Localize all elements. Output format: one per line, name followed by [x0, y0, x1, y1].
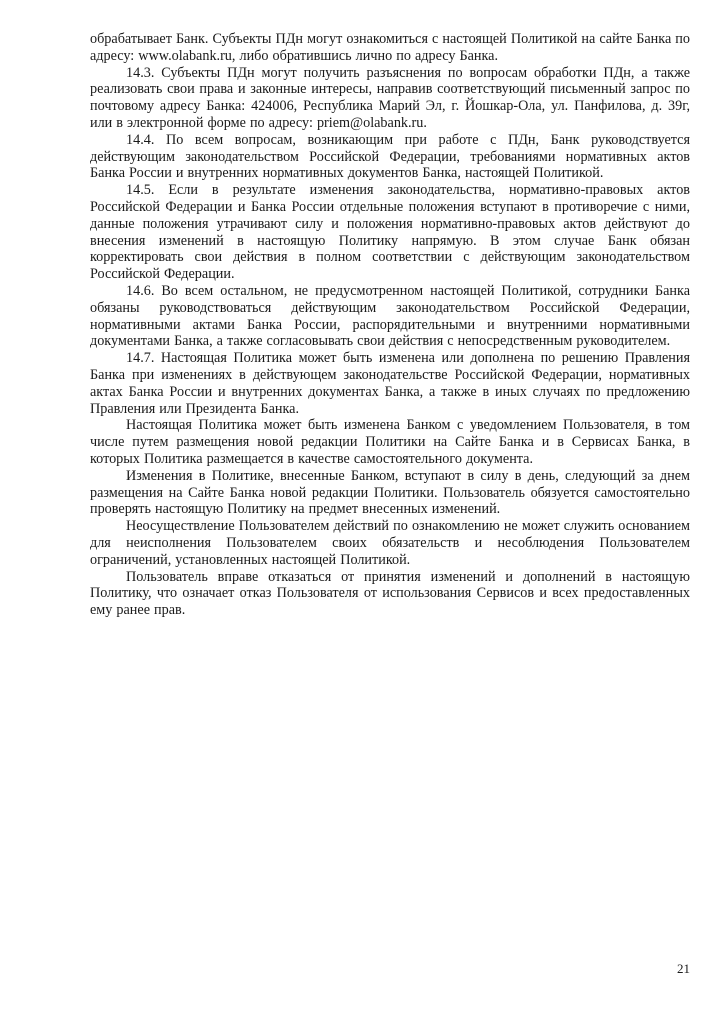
paragraph-intro-continuation: обрабатывает Банк. Субъекты ПДн могут ознакомиться с настоящей Политикой на сайте Банка по адресу: www.olabank.ru, либо обратившись лично по адресу Банка.	[90, 31, 690, 64]
document-text-block	[90, 31, 690, 619]
paragraph-non-review: Неосуществление Пользователем действий по ознакомлению не может служить основанием для неисполнения Пользователем своих обязательств и несоблюдения Пользователем ограничений, установленных настоящей Политикой.	[90, 518, 690, 568]
page-number: 21	[677, 961, 690, 976]
paragraph-change-notice: Настоящая Политика может быть изменена Банком с уведомлением Пользователя, в том числе путем размещения новой редакции Политики на Сайте Банка и в Сервисах Банка, в которых Политика размещается в качестве самостоятельного документа.	[90, 417, 690, 467]
paragraph-14-5: 14.5. Если в результате изменения законодательства, нормативно-правовых актов Российской Федерации и Банка России отдельные положения вступают в противоречие с ними, данные положения утрачивают силу и положения нормативно-правовых актов действуют до внесения изменений в настоящую Политику напрямую. В этом случае Банк обязан корректировать свои действия в полном соответствии с действующим законодательством Российской Федерации.	[90, 182, 690, 283]
paragraph-14-3: 14.3. Субъекты ПДн могут получить разъяснения по вопросам обработки ПДн, а также реализовать свои права и законные интересы, направив соответствующий письменный запрос по почтовому адресу Банка: 424006, Республика Марий Эл, г. Йошкар-Ола, ул. Панфилова, д. 39г, или в электронной форме по адресу: priem@olabank.ru.	[90, 64, 690, 131]
paragraph-14-7: 14.7. Настоящая Политика может быть изменена или дополнена по решению Правления Банка при изменениях в действующем законодательстве Российской Федерации, нормативных актах Банка России и внутренних документах Банка, а также в иных случаях по предложению Правления или Президента Банка.	[90, 350, 690, 417]
paragraph-14-6: 14.6. Во всем остальном, не предусмотренном настоящей Политикой, сотрудники Банка обязаны руководствоваться действующим законодательством Российской Федерации, нормативными актами Банка России, распорядительными и внутренними нормативными документами Банка, а также согласовывать свои действия с непосредственным руководителем.	[90, 282, 690, 350]
paragraph-refusal: Пользователь вправе отказаться от принятия изменений и дополнений в настоящую Политику, что означает отказ Пользователя от использования Сервисов и всех предоставленных ему ранее прав.	[90, 568, 690, 619]
paragraph-change-effective: Изменения в Политике, внесенные Банком, вступают в силу в день, следующий за днем размещения на Сайте Банка новой редакции Политики. Пользователь обязуется самостоятельно проверять настоящую Политику на предмет внесенных изменений.	[90, 467, 690, 518]
paragraph-14-4: 14.4. По всем вопросам, возникающим при работе с ПДн, Банк руководствуется действующим законодательством Российской Федерации, требованиями нормативных актов Банка России и внутренних нормативных документов Банка, настоящей Политикой.	[90, 131, 690, 182]
